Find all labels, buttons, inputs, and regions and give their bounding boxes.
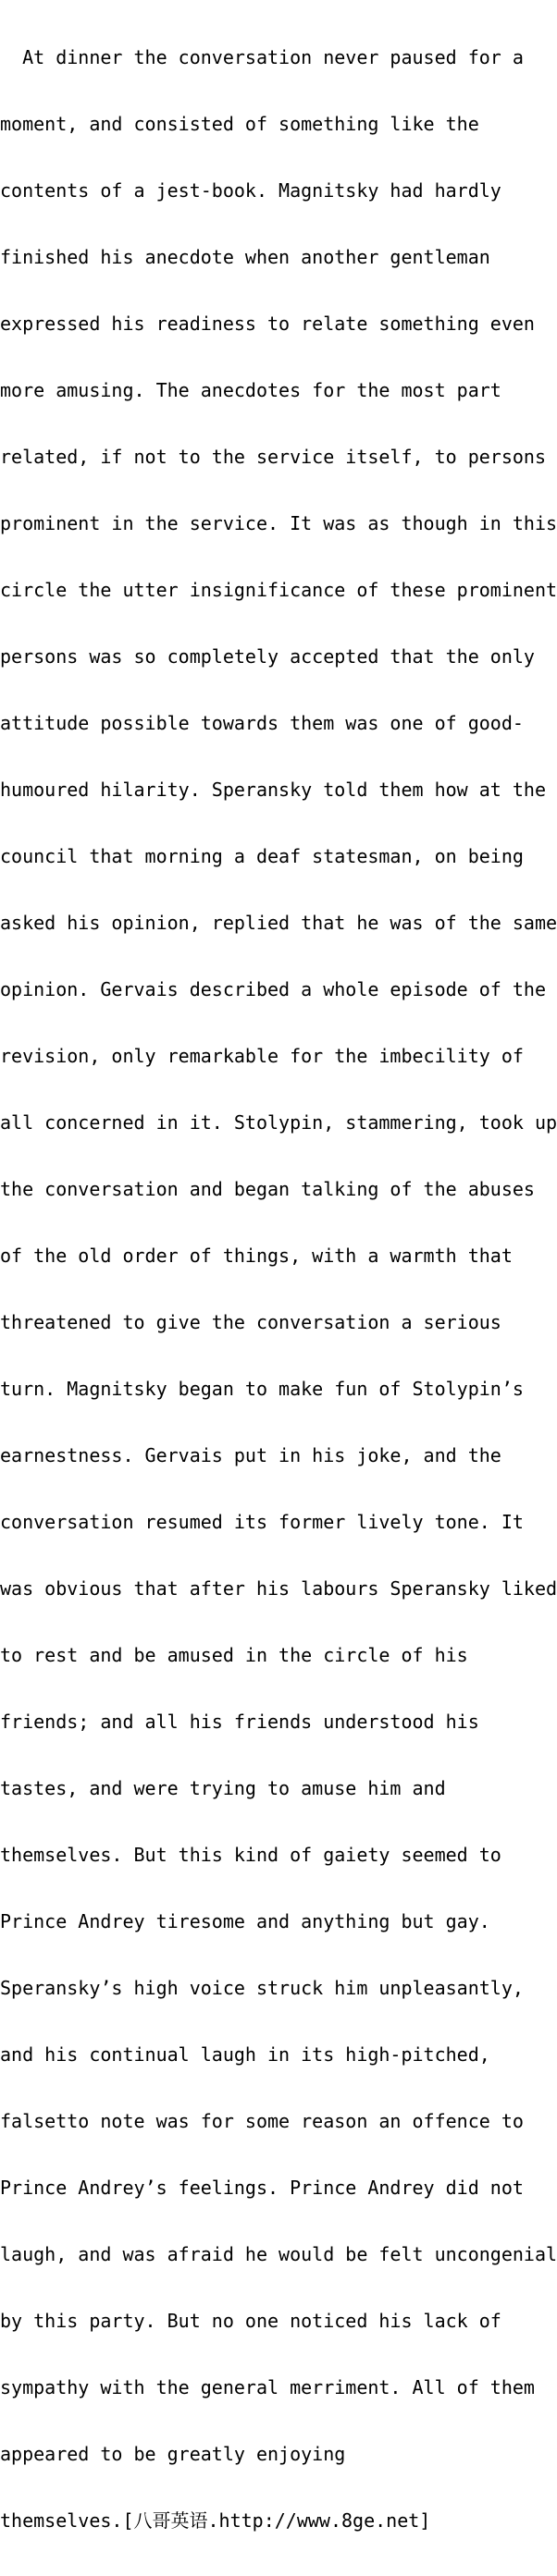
text-line: related, if not to the service itself, to persons bbox=[0, 446, 547, 468]
text-line: the conversation and began talking of the abuses bbox=[0, 1178, 535, 1200]
text-line: all concerned in it. Stolypin, stammering, took up bbox=[0, 1111, 557, 1134]
text-line: revision, only remarkable for the imbecility of bbox=[0, 1045, 524, 1067]
text-line: threatened to give the conversation a serious bbox=[0, 1311, 501, 1333]
text-line: moment, and consisted of something like the bbox=[0, 113, 479, 135]
text-line: At dinner the conversation never paused for a bbox=[0, 46, 524, 68]
text-line: council that morning a deaf statesman, on being bbox=[0, 845, 524, 867]
text-line: sympathy with the general merriment. All of them bbox=[0, 2376, 535, 2398]
text-line: attitude possible towards them was one of good- bbox=[0, 712, 524, 734]
text-line: circle the utter insignificance of these prominent bbox=[0, 579, 557, 601]
text-line: opinion. Gervais described a whole episode of the bbox=[0, 978, 547, 1000]
text-line: humoured hilarity. Speransky told them how at the bbox=[0, 779, 547, 801]
text-line: appeared to be greatly enjoying bbox=[0, 2443, 346, 2465]
text-line: and his continual laugh in its high-pitched, bbox=[0, 2043, 490, 2066]
text-line: conversation resumed its former lively tone. It bbox=[0, 1511, 524, 1533]
text-line: laugh, and was afraid he would be felt uncongenial bbox=[0, 2243, 557, 2265]
text-line: asked his opinion, replied that he was of the same bbox=[0, 912, 557, 934]
text-line: falsetto note was for some reason an offence to bbox=[0, 2110, 524, 2132]
text-line: Speransky’s high voice struck him unpleasantly, bbox=[0, 1977, 524, 1999]
text-line: contents of a jest-book. Magnitsky had hardly bbox=[0, 179, 501, 202]
text-line: was obvious that after his labours Speransky liked bbox=[0, 1577, 557, 1600]
text-line: earnestness. Gervais put in his joke, and the bbox=[0, 1444, 501, 1466]
text-line: Prince Andrey tiresome and anything but gay. bbox=[0, 1910, 490, 1932]
text-line: finished his anecdote when another gentleman bbox=[0, 246, 490, 268]
document-body bbox=[0, 2, 555, 2576]
text-line: to rest and be amused in the circle of his bbox=[0, 1644, 468, 1666]
text-line: expressed his readiness to relate something even bbox=[0, 313, 535, 335]
text-line: tastes, and were trying to amuse him and bbox=[0, 1777, 446, 1799]
text-line: of the old order of things, with a warmth that bbox=[0, 1245, 513, 1267]
text-line: by this party. But no one noticed his lack of bbox=[0, 2310, 501, 2332]
text-line: themselves. But this kind of gaiety seemed to bbox=[0, 1844, 501, 1866]
text-line: turn. Magnitsky began to make fun of Stolypin’s bbox=[0, 1378, 524, 1400]
text-line: more amusing. The anecdotes for the most part bbox=[0, 379, 501, 401]
text-line: friends; and all his friends understood his bbox=[0, 1711, 479, 1733]
text-line: prominent in the service. It was as though in this bbox=[0, 512, 557, 534]
text-line: Prince Andrey’s feelings. Prince Andrey did not bbox=[0, 2177, 524, 2199]
text-line: themselves.[八哥英语.http://www.8ge.net] bbox=[0, 2509, 431, 2532]
text-line: persons was so completely accepted that the only bbox=[0, 645, 535, 668]
